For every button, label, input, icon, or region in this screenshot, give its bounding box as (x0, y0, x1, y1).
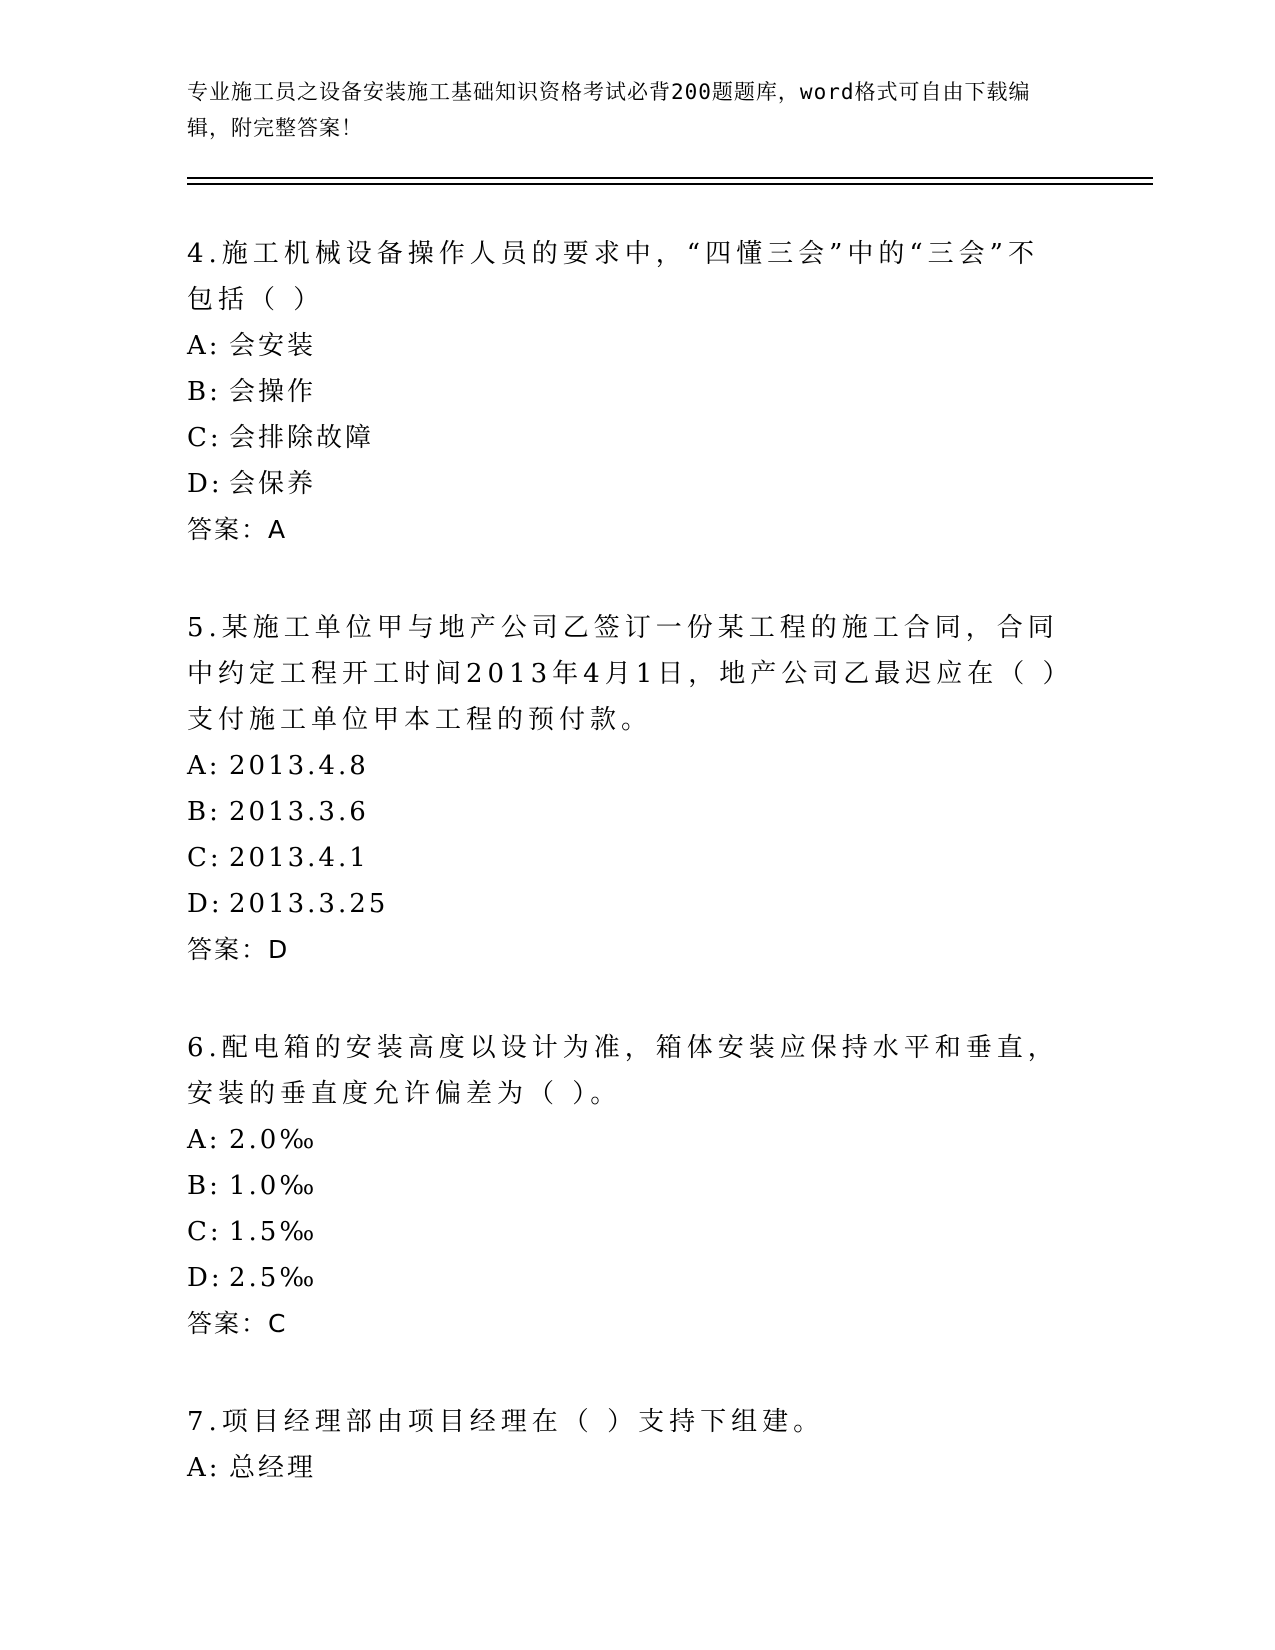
question-stem: 7.项目经理部由项目经理在（ ）支持下组建。 (187, 1407, 825, 1437)
question-option (187, 835, 1067, 881)
option-text: 2013.4.1 (229, 843, 369, 873)
option-text: 2013.3.25 (229, 889, 389, 919)
question-stem: 4.施工机械设备操作人员的要求中，“四懂三会”中的“三会”不包括（ ） (187, 239, 1039, 315)
question-option (187, 1209, 1067, 1255)
question-stem: 5.某施工单位甲与地产公司乙签订一份某工程的施工合同，合同中约定工程开工时间2013年4月1日，地产公司乙最迟应在（ ）支付施工单位甲本工程的预付款。 (187, 613, 1061, 735)
option-text: 会操作 (229, 377, 317, 407)
option-letter: A: (187, 1125, 221, 1155)
question-option (187, 743, 1067, 789)
answer-line: 答案：D (187, 935, 290, 964)
question-option (187, 881, 1067, 927)
question-option (187, 789, 1067, 835)
answer-line: 答案：A (187, 515, 288, 544)
option-letter: C: (187, 843, 222, 873)
option-letter: C: (187, 423, 222, 453)
question-block (187, 1399, 1067, 1491)
question-option (187, 1255, 1067, 1301)
option-letter: A: (187, 1453, 221, 1483)
question-option (187, 1445, 1067, 1491)
question-option (187, 369, 1067, 415)
option-letter: A: (187, 751, 221, 781)
option-text: 2.5‰ (229, 1263, 318, 1293)
answer-line: 答案：C (187, 1309, 288, 1338)
option-letter: C: (187, 1217, 222, 1247)
question-option (187, 1117, 1067, 1163)
option-text: 2.0‰ (229, 1125, 318, 1155)
option-text: 总经理 (229, 1453, 317, 1483)
header-rule-top (187, 177, 1153, 179)
option-text: 会排除故障 (229, 423, 375, 453)
option-letter: A: (187, 331, 221, 361)
option-letter: B: (187, 1171, 221, 1201)
question-option (187, 461, 1067, 507)
question-option (187, 323, 1067, 369)
option-letter: D: (187, 1263, 223, 1293)
option-text: 2013.4.8 (229, 751, 369, 781)
question-block (187, 1025, 1067, 1347)
option-text: 2013.3.6 (229, 797, 369, 827)
question-option (187, 415, 1067, 461)
document-header: 专业施工员之设备安装施工基础知识资格考试必背200题题库，word格式可自由下载编辑，附完整答案！ (187, 80, 1031, 140)
question-stem: 6.配电箱的安装高度以设计为准，箱体安装应保持水平和垂直，安装的垂直度允许偏差为（ ）。 (187, 1033, 1059, 1109)
option-letter: B: (187, 377, 221, 407)
question-block (187, 231, 1067, 553)
question-block (187, 605, 1067, 973)
option-text: 1.0‰ (229, 1171, 318, 1201)
header-rule-bottom (187, 183, 1153, 185)
option-text: 会保养 (229, 469, 317, 499)
question-option (187, 1163, 1067, 1209)
option-letter: B: (187, 797, 221, 827)
option-letter: D: (187, 469, 223, 499)
option-text: 会安装 (229, 331, 317, 361)
option-text: 1.5‰ (229, 1217, 318, 1247)
option-letter: D: (187, 889, 223, 919)
question-list (187, 231, 1067, 1543)
